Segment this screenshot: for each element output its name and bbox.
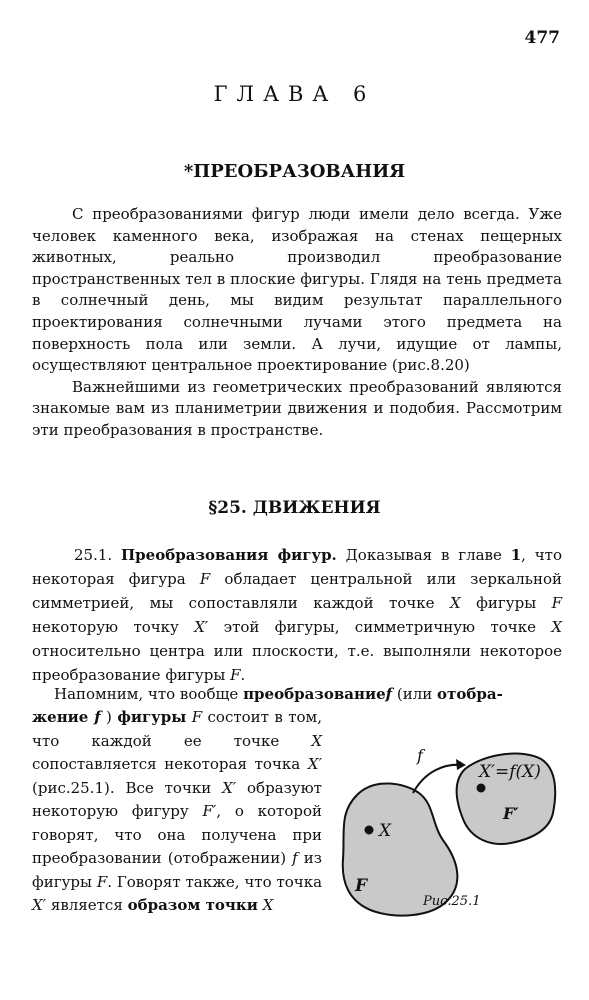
label-F: F [355,876,368,896]
text-run: , что некоторая фигура [32,546,562,588]
math-symbol: F′ [202,802,217,820]
math-symbol: X′ [32,896,47,914]
mapping-arrow [413,765,463,793]
subsection-25-1-paragraph [32,543,562,687]
text-run: . [240,666,246,684]
chapter-heading: ГЛАВА 6 [213,82,376,106]
term-mapping-end: жение [32,708,95,726]
section-title: §25. ДВИЖЕНИЯ [208,498,381,518]
math-symbol: f [94,708,101,726]
term-image-of-point: образом точки [127,896,258,914]
label-X-prime-equals-fX: X′=f(X) [479,762,541,782]
intro-paragraph-2: Важнейшими из геометрических преобразований являются знакомые вам из планиметрии движения и подобия. Рассмотрим эти преобразования в пространстве. [32,377,562,439]
point-X [365,826,374,835]
point-X-prime [477,784,486,793]
text-run: образуют некоторую фигуру [32,778,322,820]
text-run: из фигуры [32,849,322,891]
math-symbol: X′ [222,778,237,797]
page-number: 477 [524,28,560,48]
text-run: сопоставляется некоторая точка [32,755,308,773]
math-symbol: X′ [307,755,322,773]
subsection-25-1 [32,543,562,687]
subsection-heading: Преобразования фигур. [121,546,337,564]
math-symbol: F [199,570,211,588]
subsection-number: 25.1. [74,546,113,564]
math-symbol: f [385,685,393,703]
chapter-title: *ПРЕОБРАЗОВАНИЯ [183,161,406,182]
text-run: некоторую точку [32,618,195,636]
term-transformation: преобразование [243,685,386,703]
math-symbol: F [551,594,563,612]
text-run: состоит в том, что каждой ее точке [32,708,322,750]
paragraph-2-body [32,706,322,918]
text-run: Напомним, что вообще [54,685,244,703]
text-run: (или [392,685,438,703]
paragraph-2-first-line [32,682,562,706]
text-run: обладает центральной или зеркальной симметрией, мы сопоставляли каждой точке [32,570,562,612]
chapter-ref: 1 [510,546,522,564]
text-run: , о которой говорят, что она получена при преобразовании (отображении) [32,802,323,867]
label-X: X [379,821,392,841]
text-run: (рис.25.1). Все точки [32,778,223,797]
paragraph-2-column [32,706,322,918]
term-figure: фигуры [117,708,187,726]
text-run: относительно центра или плоскости, т.е. выполняли некоторое преобразование фигуры [32,642,562,684]
intro-text [32,204,562,442]
math-symbol: X [450,594,461,612]
math-symbol: F [96,872,108,891]
math-symbol: X [551,618,562,636]
text-run: является [46,896,128,914]
text-run: фигуры [460,594,552,612]
math-symbol: X [262,896,274,914]
math-symbol: F [230,666,241,684]
math-symbol: F [191,708,203,726]
math-symbol: X′ [194,618,209,636]
text-run: . Говорят также, что точка [107,872,323,891]
label-F-prime: F′ [503,804,519,823]
math-symbol: f [292,849,298,867]
text-run: Доказывая в главе [336,546,511,564]
math-symbol: X [311,731,322,750]
intro-paragraph-1: С преобразованиями фигур люди имели дело всегда. Уже человек каменного века, изображая на стенах пещерных животных, реально производил преобразование пространственных тел в плоские фигуры. Глядя на тень предмета в солнечный день, мы видим результат параллельного проектирования солнечными лучами этого предмета на поверхность пола или земли. А лучи, идущие от лампы, осуществляют центральное проектирование (рис.8.20) [32,205,562,375]
text-run: этой фигуры, симметричную точке [208,618,552,636]
text-run: ) [100,708,118,726]
figure-caption: Рис.25.1 [423,894,481,909]
term-mapping: отобра- [437,685,503,703]
arrow-label-f: f [417,746,423,765]
